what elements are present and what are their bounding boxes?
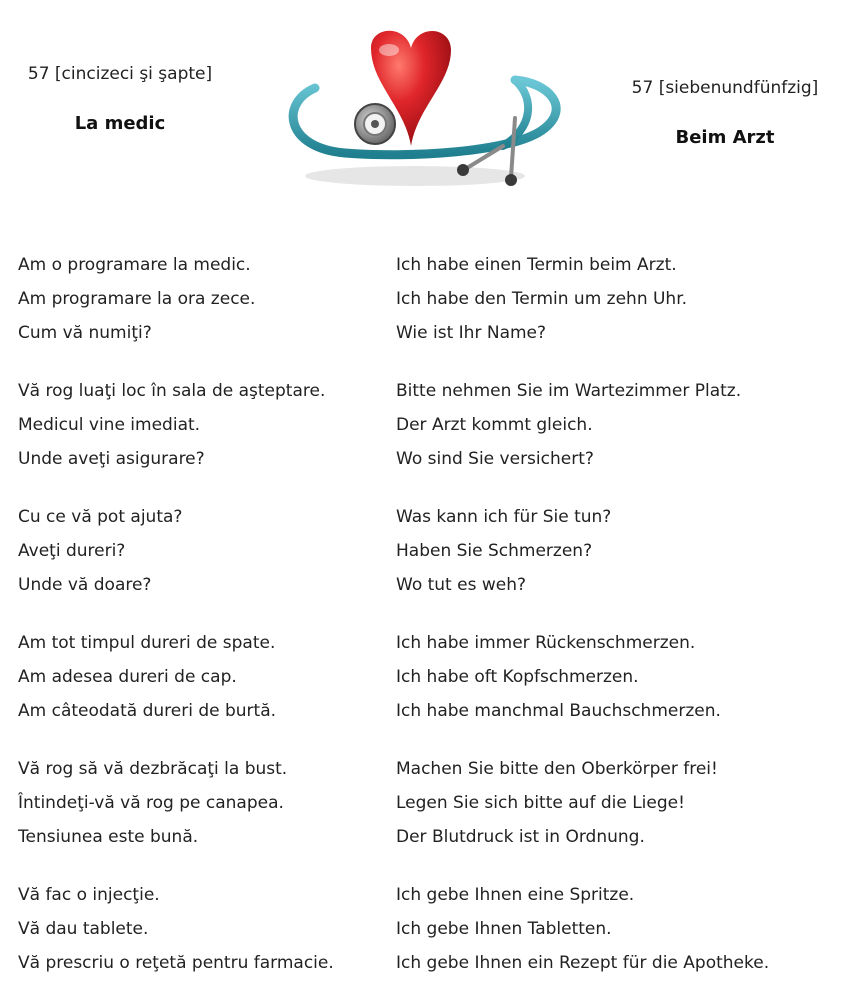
phrase-romanian: Vă prescriu o reţetă pentru farmacie. [18, 953, 334, 973]
phrase-romanian: Aveţi dureri? [18, 541, 126, 561]
header-left [0, 62, 240, 136]
phrase-row [18, 568, 838, 602]
phrase-german: Ich habe den Termin um zehn Uhr. [396, 289, 688, 309]
phrase-german: Was kann ich für Sie tun? [396, 507, 612, 527]
phrase-row [18, 752, 838, 786]
phrase-german: Ich gebe Ihnen Tabletten. [396, 919, 612, 939]
lesson-title-romanian: La medic [74, 113, 166, 134]
phrase-row [18, 500, 838, 534]
phrase-row [18, 248, 838, 282]
phrase-list [18, 248, 838, 1004]
phrase-group [18, 374, 838, 476]
phrase-row [18, 694, 838, 728]
phrase-romanian: Am programare la ora zece. [18, 289, 256, 309]
phrase-group [18, 626, 838, 728]
phrase-german: Wo tut es weh? [396, 575, 527, 595]
phrase-romanian: Întindeţi-vă vă rog pe canapea. [18, 793, 284, 813]
phrase-german: Ich habe manchmal Bauchschmerzen. [396, 701, 721, 721]
phrase-german: Wie ist Ihr Name? [396, 323, 547, 343]
phrase-german: Machen Sie bitte den Oberkörper frei! [396, 759, 718, 779]
header-right [600, 76, 850, 150]
phrase-romanian: Vă rog să vă dezbrăcaţi la bust. [18, 759, 288, 779]
phrase-row [18, 820, 838, 854]
phrase-romanian: Am câteodată dureri de burtă. [18, 701, 277, 721]
phrase-romanian: Cu ce vă pot ajuta? [18, 507, 183, 527]
phrase-romanian: Unde aveţi asigurare? [18, 449, 205, 469]
phrase-german: Legen Sie sich bitte auf die Liege! [396, 793, 685, 813]
phrase-row [18, 374, 838, 408]
phrase-romanian: Tensiunea este bună. [18, 827, 199, 847]
phrase-german: Haben Sie Schmerzen? [396, 541, 593, 561]
phrase-german: Ich habe oft Kopfschmerzen. [396, 667, 639, 687]
phrase-german: Ich gebe Ihnen ein Rezept für die Apotheke. [396, 953, 770, 973]
heart-stethoscope-icon [275, 28, 575, 198]
phrase-row [18, 660, 838, 694]
phrase-german: Der Blutdruck ist in Ordnung. [396, 827, 645, 847]
phrase-romanian: Am o programare la medic. [18, 255, 251, 275]
phrase-row [18, 912, 838, 946]
phrase-group [18, 752, 838, 854]
phrase-row [18, 626, 838, 660]
lesson-number-german: 57 [siebenundfünfzig] [631, 78, 819, 98]
phrase-row [18, 786, 838, 820]
phrase-row [18, 946, 838, 980]
phrase-group [18, 500, 838, 602]
phrase-german: Ich gebe Ihnen eine Spritze. [396, 885, 635, 905]
phrase-romanian: Cum vă numiţi? [18, 323, 152, 343]
lesson-title-german: Beim Arzt [675, 127, 775, 148]
phrase-romanian: Vă rog luaţi loc în sala de aşteptare. [18, 381, 326, 401]
phrase-romanian: Vă fac o injecţie. [18, 885, 160, 905]
phrase-german: Bitte nehmen Sie im Wartezimmer Platz. [396, 381, 742, 401]
phrase-row [18, 534, 838, 568]
phrase-romanian: Medicul vine imediat. [18, 415, 201, 435]
lesson-number-romanian: 57 [cincizeci şi şapte] [27, 64, 213, 84]
phrase-row [18, 408, 838, 442]
phrase-german: Der Arzt kommt gleich. [396, 415, 593, 435]
phrase-romanian: Vă dau tablete. [18, 919, 149, 939]
phrase-group [18, 248, 838, 350]
phrase-romanian: Am adesea dureri de cap. [18, 667, 237, 687]
phrase-romanian: Unde vă doare? [18, 575, 152, 595]
phrase-row [18, 282, 838, 316]
phrase-romanian: Am tot timpul dureri de spate. [18, 633, 276, 653]
phrase-german: Ich habe immer Rückenschmerzen. [396, 633, 696, 653]
phrase-german: Wo sind Sie versichert? [396, 449, 594, 469]
phrase-group [18, 878, 838, 980]
phrase-row [18, 442, 838, 476]
phrase-row [18, 316, 838, 350]
phrase-row [18, 878, 838, 912]
phrase-german: Ich habe einen Termin beim Arzt. [396, 255, 677, 275]
